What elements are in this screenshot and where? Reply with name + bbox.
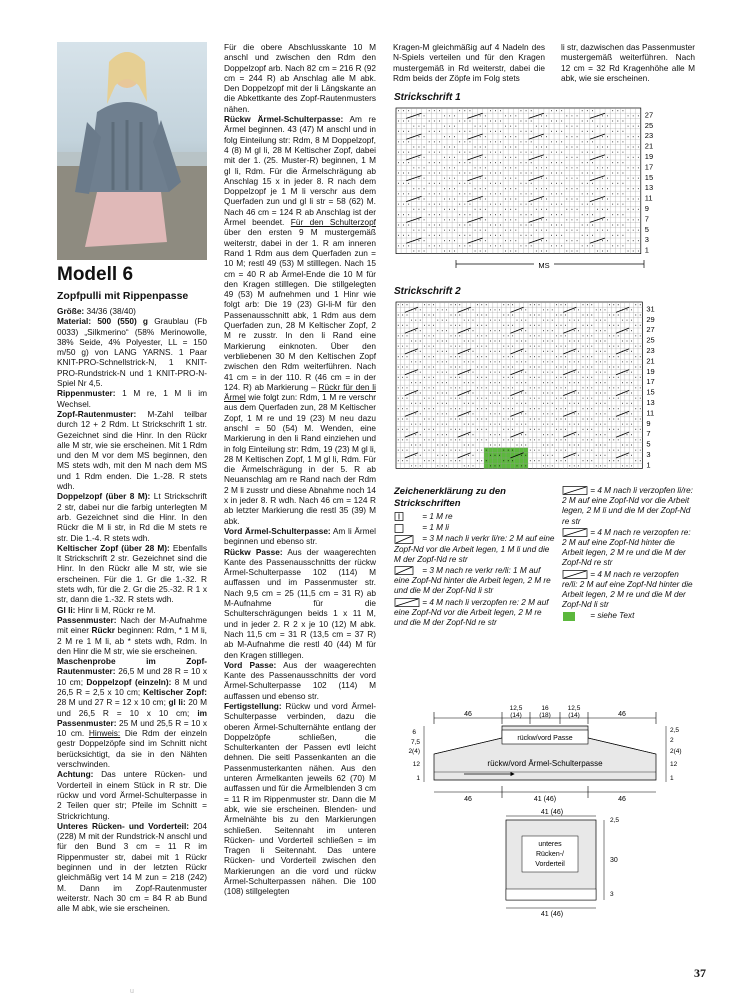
legend-symbol-icon <box>562 528 588 537</box>
keltisch-label: Keltischer Zopf (über 28 M): <box>57 542 170 553</box>
row-number: 15 <box>646 387 655 397</box>
legend-symbol-icon <box>394 566 420 575</box>
rueck-text-a: Am re Ärmel beginnen. 43 (47) M anschl und in folg Einteilung str: Rdm, 8 M Doppelzopf, 4 (8) M gl li, 28 M Keltischer Zopf, dabei mit der 1. (25. Muster-R) beginnen, 1 M gl li, Rdm. Für die Ärmelschrägung ab Anschlag 15 x in jeder 8. R nach dem Doppelzopf je 1 M li verschr aus dem Querfaden zun und gl li str = 58 (62) M. Nach 46 cm = 124 R ab Anschlag ist der Ärmel beendet. <box>224 114 376 228</box>
legend-title: Zeichenerklärung zu den Strickschriften <box>394 486 506 509</box>
material-text: Graublau (Fb 0033) „Silkmerino“ (58% Merinowolle, 38% Seide, 4% Polyester, LL = 150 m/50 g) von LANG YARNS. 1 Paar KNIT-PRO-Schnellstrick-N, 1 KNIT-PRO-Rundstrick-N und 1 KNIT-PRO-N-Spiel Nr 4,5. <box>57 316 207 389</box>
column-4-top <box>561 42 695 83</box>
row-number: 1 <box>646 460 651 470</box>
row-number: 13 <box>646 398 655 407</box>
body-width-bottom: 41 (46) <box>540 911 564 918</box>
legend-symbol-icon <box>394 535 420 544</box>
kragen-text-end: li str, dazwischen das Passenmuster mustergemäß weiterführen. Nach 12 cm = 32 Rd Kragenhöhe alle M abk, wie sie erscheinen. <box>561 42 695 83</box>
doppel-text: Lt Strickschrift 2 str, dabei nur die farbig unterlegten M arb. Gezeichnet sind die Hinr. In den Rückr die M li str, in Rd die M stets re str. Die 1.-4. R stets wdh. <box>57 491 207 543</box>
legend-text: = 3 M nach li verkr li/re: 2 M auf eine Zopf-Nd vor die Arbeit legen, 1 M li und die M der Zopf-Nd re str <box>394 534 555 564</box>
dim-top-14a: (14) <box>510 712 522 719</box>
passen-label: Passenmuster: <box>57 614 117 625</box>
legend-symbol-icon <box>394 512 420 521</box>
vpasse-label: Vord Passe: <box>224 659 277 670</box>
material-label: Material: 500 (550) g <box>57 316 148 327</box>
kelt-probe-text: 28 M und 27 R = 12 x 10 cm; <box>57 697 166 708</box>
dim-bottom-46-right: 46 <box>618 796 626 803</box>
chart-1-grid <box>396 108 641 254</box>
legend-symbol-icon <box>562 612 588 621</box>
vord-text: Am li Ärmel beginnen und ebenso str. <box>224 525 376 547</box>
legend-text: = siehe Text <box>588 611 635 621</box>
passen-rueckr: Rückr <box>91 625 116 636</box>
im-passen-label: im Passenmuster: <box>57 707 208 728</box>
legend-left <box>394 512 556 629</box>
passen-text-a: Nach der M-Aufnahme mit einer <box>57 614 208 636</box>
vpasse-text: Aus der waagerechten Kante des Passenausschnitts der vord Ärmel-Schulterpasse 102 (114) M auffassen und ebenso str. <box>224 659 376 701</box>
body-top-dim: 2,5 <box>610 817 620 824</box>
rueck-underline: Für den Schulterzopf <box>290 217 376 228</box>
column-1 <box>57 306 207 914</box>
hinweis-label: Hinweis: <box>88 728 121 739</box>
passen-text-b: beginnen: Rdm, * 1 M li, 2 M re 1 M li, ab * stets wdh, Rdm. In den Hinr die M str, wie sie erscheinen. <box>57 625 207 656</box>
chart-2-row-numbers <box>646 304 654 469</box>
legend-text: = 4 M nach li verzopfen li/re: 2 M auf eine Zopf-Nd vor die Arbeit legen, 2 M li und die M der Zopf-Nd re str <box>562 486 693 526</box>
body-bottom-dim: 3 <box>610 891 614 898</box>
row-number: 17 <box>644 162 654 172</box>
schnitt-diagram <box>394 700 694 930</box>
gl-li-text: Hinr li M, Rückr re M. <box>77 604 156 615</box>
rpasse-text: Aus der waagerechten Kante des Passenausschnitts der rückw Ärmel-Schulterpasse 102 (114) M auffassen und im Passenmuster str. Nach 9,5 cm = 25 (11,5 cm = 31 R) ab M-Aufnahme für die Schulterschrägungen beids 1 x 11 M, und in jeder 2. R 2 x je 10 (12) M abk. Nach 11,5 cm = 31 R (13,5 cm = 37 R) ab M-Aufnahme die restl 40 (44) M für den Kragen stilllegen. <box>224 546 376 660</box>
ms-label: MS <box>538 261 550 270</box>
unteres-text: 204 (228) M mit der Rundstrick-N anschl und für den Bund 3 cm = 11 R im Rippenmuster str, dabei mit 1 Rückr beginnen und in der letzten Rückr gleichmäßig vert 14 M zun = 218 (242) M. Dann im Zopf-Rautenmuster weiterstr. Nach 30 cm = 84 R ab Bund alle M abk, wie sie erscheinen. <box>57 820 208 914</box>
dim-right-1: 1 <box>670 775 674 782</box>
legend-item <box>562 611 696 621</box>
body-label-3: Vorderteil <box>535 861 565 868</box>
dim-left-1: 1 <box>416 775 420 782</box>
row-number: 23 <box>646 346 655 355</box>
fertig-label: Fertigstellung: <box>224 701 282 711</box>
row-number: 15 <box>644 172 654 182</box>
chart-1-row-numbers <box>645 110 653 254</box>
doppel-label: Doppelzopf (über 8 M): <box>57 491 151 502</box>
legend-symbol-icon <box>562 486 588 495</box>
strickschrift-2 <box>394 300 694 478</box>
legend-symbol-icon <box>562 570 588 579</box>
strickschrift-1 <box>394 106 694 276</box>
body-label-2: Rücken-/ <box>535 851 565 858</box>
row-number: 11 <box>644 193 653 203</box>
dim-left-2-4: 2(4) <box>408 748 420 755</box>
dim-top-16: 16 <box>541 705 549 712</box>
row-number: 5 <box>646 439 651 449</box>
rippen-label: Rippenmuster: <box>57 388 116 399</box>
maschenprobe-label: Maschenprobe im Zopf-Rautenmuster: <box>57 656 207 677</box>
legend-symbol-icon <box>394 598 420 607</box>
dim-left-12: 12 <box>412 761 420 768</box>
watermark: u <box>130 988 134 995</box>
dim-right-25: 2,5 <box>670 727 680 734</box>
chart-2-title: Strickschrift 2 <box>394 286 461 297</box>
row-number: 9 <box>646 418 651 428</box>
vord-label: Vord Ärmel-Schulterpasse: <box>224 525 331 536</box>
legend-text: = 4 M nach re verzopfen re: 2 M auf eine Zopf-Nd hinter die Arbeit legen, 2 M re und die M der Zopf-Nd re str <box>562 527 691 568</box>
row-number: 25 <box>646 335 655 345</box>
row-number: 25 <box>644 120 654 130</box>
passe-label: rückw/vord Passe <box>517 735 573 742</box>
gl-li-probe-text: 20 M und 26,5 R = 10 x 10 cm; <box>57 697 207 718</box>
rippen-text: 1 M re, 1 M li im Wechsel. <box>57 388 207 409</box>
body-height: 30 <box>610 857 618 864</box>
body-rib <box>506 889 596 900</box>
legend-text: = 1 M li <box>420 523 449 533</box>
body-width-top: 41 (46) <box>540 809 564 816</box>
dim-top-125b: 12,5 <box>567 705 581 712</box>
column-3-top <box>393 42 545 83</box>
model-title: Modell 6 <box>57 264 134 285</box>
model-photo-illustration <box>57 42 207 260</box>
keltisch-text: Ebenfalls lt Strickschrift 2 str. Gezeichnet sind die Hinr. In den Rückr alle M str, wie sie erscheinen. Für die 1. Gr die 1.-32. R stets wdh, für die 2. Gr die 25.-32. R 1 x str, dann die 1.-32. R stets wdh. <box>57 542 207 605</box>
rueck-underline-2: Rückr für den li Ärmel <box>224 381 376 403</box>
legend-text: = 4 M nach re verzopfen re/li: 2 M auf eine Zopf-Nd hinter die Arbeit legen, 2 M re und die M der Zopf-Nd li str <box>562 569 693 610</box>
dim-top-14b: (14) <box>568 712 580 719</box>
doppel-einzeln-text: 8 M und 26,5 R = 2,5 x 10 cm; <box>57 676 207 697</box>
row-number: 29 <box>646 314 655 324</box>
legend-text: = 3 M nach re verkr re/li: 1 M auf eine Zopf-Nd hinter die Arbeit legen, 2 M re und die M der Zopf-Nd li str <box>394 566 551 596</box>
achtung-text: Das untere Rücken- und Vorderteil in einem Stück in R str. Die rückw und vord Ärmel-Schulterpasse in 2 Teilen quer str; Pfeile im Schnitt = Strickrichtung. <box>57 769 208 821</box>
gl-li-probe-label: gl li: <box>168 697 186 708</box>
model-subtitle: Zopfpulli mit Rippenpasse <box>57 290 189 302</box>
rpasse-label: Rückw Passe: <box>224 546 283 557</box>
achtung-label: Achtung: <box>57 769 94 780</box>
row-number: 1 <box>644 245 649 255</box>
page-number: 37 <box>694 966 706 980</box>
legend-right <box>562 486 696 623</box>
dim-right-2-4: 2(4) <box>670 748 682 755</box>
row-number: 7 <box>646 429 651 439</box>
row-number: 3 <box>646 450 651 459</box>
dim-left-75: 7,5 <box>410 739 420 746</box>
dim-bottom-41-46: 41 (46) <box>533 796 557 803</box>
intro-text: Für die obere Abschlusskante 10 M anschl und zwischen den Rdm den Doppelzopf arb. Nach 82 cm = 216 R (92 cm = 244 R) ab Anschlag alle M abk. Den Doppelzopf mit der li Längskante an die Abkettkante des Zopf-Rautenmusters nähen. <box>224 42 376 114</box>
legend-text: = 1 M re <box>420 512 453 521</box>
legend-item <box>394 598 556 629</box>
chart-2-grid <box>396 302 642 468</box>
legend-item <box>394 523 556 533</box>
fertig-text: Rückw und vord Ärmel-Schulterpasse verbinden, dazu die oberen Ärmel-Schulternähte entlang der Doppelzöpfe schließen, die Schulterkanten der Passen evtl leicht dehnen. Die seitl Passenkanten an die Passenmusterkanten nähen. Aus den unteren Ärmelkanten jeweils 62 (70) M auffassen und für die Ärmelblenden 3 cm = 11 R im Rippenmuster str. Dann die M abk, wie sie erscheinen. Blenden- und Ärmelnähte bis zu den Markierungen schließen. Seitennaht im unteren Rücken- und Vorderteil schließen = im Tragen li Seitennaht. Das untere Rücken- und Vorderteil zwischen den Markierungen an die vord und rückw Ärmel-Schulterpassen nähen. Die 100 (108) stillgelegten <box>224 701 376 897</box>
groesse-label: Größe: <box>57 306 85 316</box>
zopf-raute-label: Zopf-Rautenmuster: <box>57 408 137 419</box>
row-number: 21 <box>644 141 654 151</box>
row-number: 13 <box>644 183 654 193</box>
dim-left-6: 6 <box>412 729 416 736</box>
dim-top-46-right: 46 <box>618 711 626 718</box>
row-number: 27 <box>646 325 655 335</box>
row-number: 31 <box>646 304 655 314</box>
row-number: 21 <box>646 356 655 366</box>
column-2 <box>224 42 376 897</box>
legend-item <box>562 486 696 527</box>
dim-top-46-left: 46 <box>464 711 472 718</box>
dim-right-12: 12 <box>670 761 678 768</box>
gl-li-label: Gl li: <box>57 604 76 615</box>
legend-symbol-icon <box>394 524 420 533</box>
row-number: 23 <box>644 131 654 141</box>
row-number: 27 <box>644 110 654 120</box>
zopf-raute-text: M-Zahl teilbar durch 12 + 2 Rdm. Lt Strickschrift 1 str. Gezeichnet sind die Hinr. In den Rückr alle M str, wie sie erscheinen. Mit 1 Rdm und den M vor dem MS beginnen, den MS stets wdh, mit den M nach dem MS und 1 Rdm enden. Die 1.-28. R stets wdh. <box>57 408 207 492</box>
maschenprobe-text: 26,5 M und 28 R = 10 x 10 cm; <box>57 666 207 687</box>
row-number: 17 <box>646 377 655 387</box>
body-label-1: unteres <box>538 841 562 848</box>
row-number: 11 <box>646 408 655 418</box>
legend-item <box>394 534 556 565</box>
doppel-einzeln-label: Doppelzopf (einzeln): <box>86 676 172 687</box>
row-number: 7 <box>644 214 649 224</box>
kragen-text: Kragen-M gleichmäßig auf 4 Nadeln des N-Spiels verteilen und für den Kragen mustergemäß in Rd weiterstr, dabei die Rdm beids der Zöpfe im Folg stets <box>393 42 545 83</box>
legend-item <box>562 528 696 569</box>
row-number: 9 <box>644 204 649 213</box>
rueck-text-c: wie folgt zun: Rdm, 1 M re verschr aus dem Querfaden zun, 28 M Keltischer Zopf, 1 M re und 19 (23) M neu dazu anschl = 50 (54) M. Wenden, eine Markierung in den li Rand einziehen und in folg Einteilung str: Rdm, 19 (23) M gl li, 28 M Keltischen Zopf, 1 M gl li, Rdm. Für die Ärmelschrägung in der 5. R ab Neuanschlag am re Rand nach der Rdm 2 M li zusstr und diese Abnahme noch 14 x in jeder 8. R wdh. Nach 46 cm = 124 R ab letzter Markierung die restl 35 (39) M abk. <box>224 392 376 526</box>
legend-item <box>394 566 556 597</box>
legend-text: = 4 M nach li verzopfen re: 2 M auf eine Zopf-Nd vor die Arbeit legen, 2 M re und die M der Zopf-Nd re str <box>394 597 549 628</box>
im-passen-text: 25 M und 25,5 R = 10 x 10 cm. <box>57 717 208 739</box>
model-photo <box>57 42 207 260</box>
legend-item <box>394 512 556 522</box>
unteres-label: Unteres Rücken- und Vorderteil: <box>57 820 190 831</box>
rueck-text-b: über den ersten 9 M mustergemäß weiterstr, dabei in der 1. R am inneren Rand 1 Rdm aus dem Querfaden zun = 10 M; restl 49 (53) M stilllegen. Nach 15 cm = 40 R ab Ärmel-Ende die 10 M für den Kragen stilllegen. Die stillgelegten 49 (53) M aufnehmen und 1 Hinr wie folgt arb: Die 19 (23) Gl-li-M für den Passenausschnitt abk, 1 Rdm aus dem Querfaden zun, 28 M Keltischer Zopf, 2 M re zusstr. In den li Rand eine Markierung einknoten. Über den verbliebenen 30 M den Keltischen Zopf zwischen den Rdm weiterführen. Nach 41 cm = in der 110. R (46 cm = in der 124. R) ab Markierung – <box>224 227 376 392</box>
rueck-label: Rückw Ärmel-Schulterpasse: <box>224 114 344 125</box>
dim-top-125a: 12,5 <box>509 705 523 712</box>
chart-1-title: Strickschrift 1 <box>394 92 461 103</box>
hinweis-text: Die Rdm der einzeln gestr Doppelzöpfe sind im Schnitt nicht berücksichtigt, da sie in den Nähten verschwinden. <box>57 728 208 770</box>
row-number: 3 <box>644 235 649 245</box>
dim-bottom-46-left: 46 <box>464 796 472 803</box>
row-number: 19 <box>644 152 654 161</box>
dim-top-18: (18) <box>539 712 551 719</box>
row-number: 5 <box>644 224 649 234</box>
legend-item <box>562 570 696 611</box>
groesse-text: 34/36 (38/40) <box>86 306 136 316</box>
schulterpasse-label: rückw/vord Ärmel-Schulterpasse <box>487 759 603 768</box>
dim-right-2: 2 <box>670 737 674 744</box>
kelt-probe-label: Keltischer Zopf: <box>143 686 208 697</box>
row-number: 19 <box>646 366 655 376</box>
